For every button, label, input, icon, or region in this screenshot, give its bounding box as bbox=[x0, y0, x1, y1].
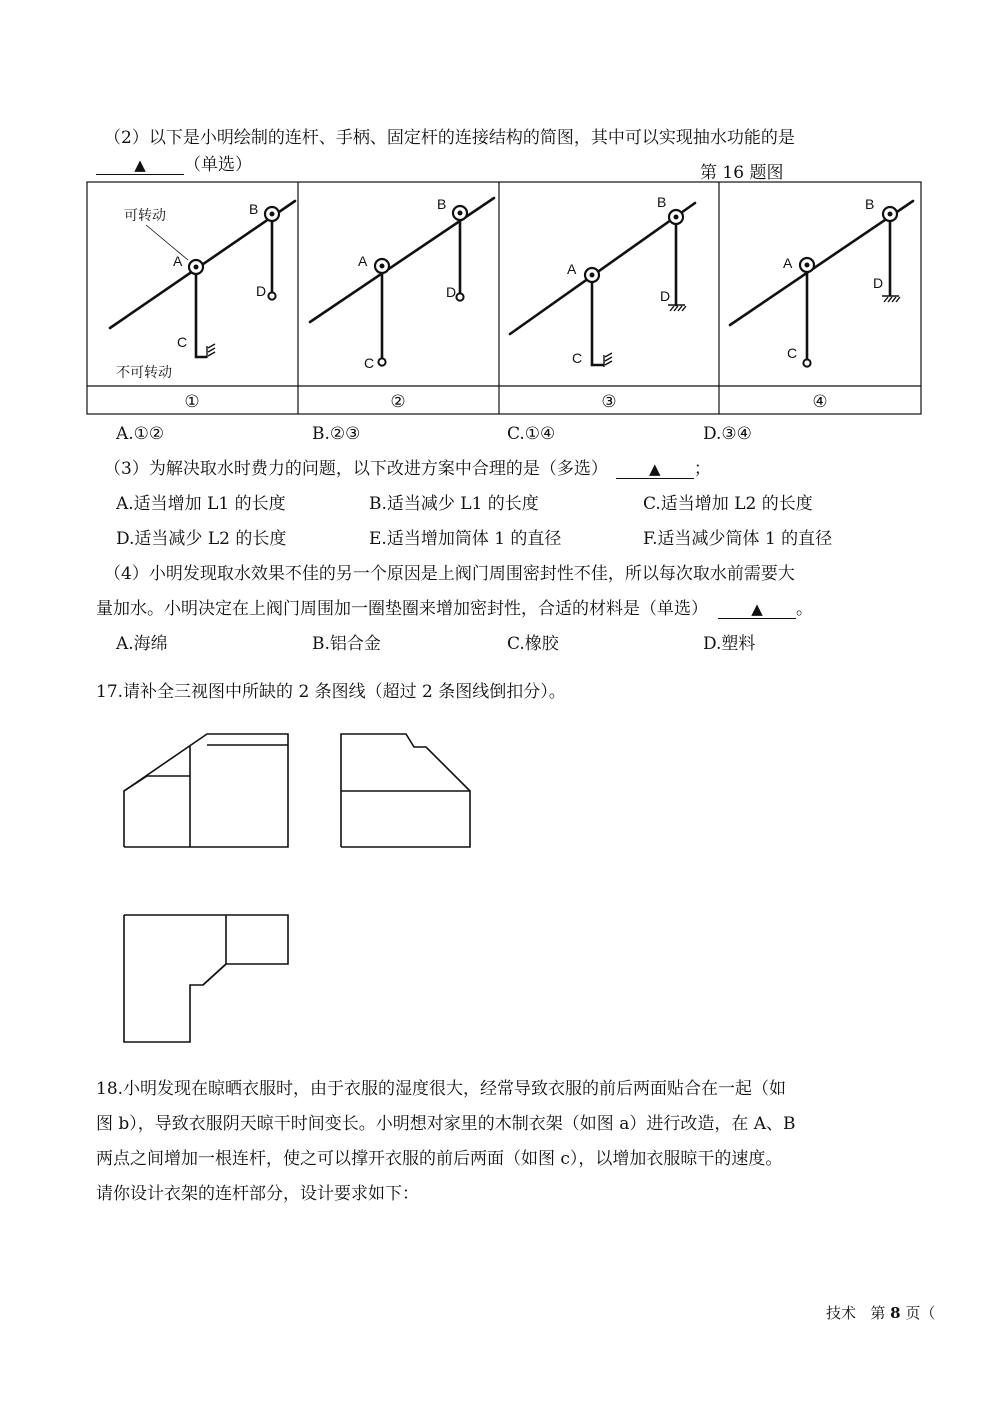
q16-4-option-d[interactable]: D.塑料 bbox=[703, 634, 756, 654]
q16-3-option-e[interactable]: E.适当增加筒体 1 的直径 bbox=[369, 529, 562, 549]
q16-4-line1: （4）小明发现取水效果不佳的另一个原因是上阀门周围密封性不佳，所以每次取水前需要大 bbox=[104, 564, 795, 584]
page-footer bbox=[826, 1302, 935, 1324]
label-d-3: D bbox=[660, 288, 671, 304]
q16-3-option-a[interactable]: A.适当增加 L1 的长度 bbox=[116, 494, 286, 514]
panel-label-1: ① bbox=[184, 392, 200, 411]
annot-fixed: 不可转动 bbox=[116, 364, 172, 380]
q16-3-option-c[interactable]: C.适当增加 L2 的长度 bbox=[643, 494, 813, 514]
answer-triangle-icon: ▲ bbox=[751, 600, 763, 618]
label-c-2: C bbox=[364, 355, 375, 371]
footer-page-suffix: 页（ bbox=[905, 1304, 936, 1322]
three-view-drawing bbox=[0, 720, 992, 1050]
q16-4-line2: 量加水。小明决定在上阀门周围加一圈垫圈来增加密封性，合适的材料是（单选） bbox=[96, 599, 708, 619]
q17-stem: 17.请补全三视图中所缺的 2 条图线（超过 2 条图线倒扣分）。 bbox=[96, 682, 566, 702]
q18-line-2: 图 b），导致衣服阴天晾干时间变长。小明想对家里的木制衣架（如图 a）进行改造，在 A、B bbox=[96, 1114, 796, 1134]
q16-4-line2-wrap bbox=[96, 598, 813, 620]
label-d-1: D bbox=[256, 283, 267, 299]
q16-3-option-f[interactable]: F.适当减少筒体 1 的直径 bbox=[643, 529, 833, 549]
figure-caption: 第 16 题图 bbox=[700, 163, 784, 183]
label-d-2: D bbox=[446, 284, 457, 300]
footer-page-prefix: 第 bbox=[870, 1304, 886, 1322]
q18-line-1: 18.小明发现在晾晒衣服时，由于衣服的湿度很大，经常导致衣服的前后两面贴合在一起（如 bbox=[96, 1079, 787, 1099]
q16-4-tail: 。 bbox=[796, 599, 813, 619]
joint-icons bbox=[189, 206, 897, 367]
answer-blank[interactable] bbox=[718, 600, 796, 619]
q16-2-note: （单选） bbox=[184, 155, 252, 175]
footer-subject: 技术 bbox=[826, 1304, 857, 1322]
q16-2-option-b[interactable]: B.②③ bbox=[312, 424, 361, 444]
q16-3-stem-line bbox=[104, 458, 711, 480]
label-a-2: A bbox=[358, 253, 368, 269]
q16-3-tail: ； bbox=[693, 459, 711, 479]
label-b-3: B bbox=[657, 194, 667, 210]
q16-3-option-b[interactable]: B.适当减少 L1 的长度 bbox=[369, 494, 539, 514]
label-a-4: A bbox=[783, 255, 793, 271]
q16-2-option-a[interactable]: A.①② bbox=[116, 424, 165, 444]
q16-4-option-a[interactable]: A.海绵 bbox=[116, 634, 168, 654]
panel-label-4: ④ bbox=[812, 392, 828, 411]
q16-4-option-c[interactable]: C.橡胶 bbox=[507, 634, 559, 654]
annot-rotatable: 可转动 bbox=[124, 207, 166, 223]
label-b-1: B bbox=[249, 201, 259, 217]
side-view bbox=[341, 734, 470, 847]
top-view bbox=[124, 915, 288, 1042]
label-c-4: C bbox=[787, 345, 798, 361]
linkage-diagram-table bbox=[0, 0, 992, 430]
label-c-1: C bbox=[177, 334, 188, 350]
panel-label-3: ③ bbox=[601, 392, 617, 411]
label-a-1: A bbox=[173, 253, 183, 269]
label-d-4: D bbox=[873, 275, 884, 291]
q16-2-stem: （2）以下是小明绘制的连杆、手柄、固定杆的连接结构的简图，其中可以实现抽水功能的是 bbox=[104, 128, 795, 148]
front-view bbox=[124, 734, 288, 847]
q18-line-4: 请你设计衣架的连杆部分，设计要求如下： bbox=[96, 1184, 419, 1204]
q16-4-option-b[interactable]: B.铝合金 bbox=[312, 634, 381, 654]
answer-triangle-icon: ▲ bbox=[134, 156, 146, 174]
q18-line-3: 两点之间增加一根连杆，使之可以撑开衣服的前后两面（如图 c），以增加衣服晾干的速度。 bbox=[96, 1149, 783, 1169]
label-b-4: B bbox=[865, 196, 875, 212]
label-b-2: B bbox=[437, 196, 447, 212]
q16-2-option-c[interactable]: C.①④ bbox=[507, 424, 556, 444]
panel-label-2: ② bbox=[390, 392, 406, 411]
label-a-3: A bbox=[567, 261, 577, 277]
q16-2-option-d[interactable]: D.③④ bbox=[703, 424, 752, 444]
label-c-3: C bbox=[572, 350, 583, 366]
q16-3-stem: （3）为解决取水时费力的问题，以下改进方案中合理的是（多选） bbox=[104, 459, 608, 479]
answer-triangle-icon: ▲ bbox=[649, 460, 661, 478]
q16-3-option-d[interactable]: D.适当减少 L2 的长度 bbox=[116, 529, 287, 549]
answer-blank[interactable] bbox=[616, 460, 694, 479]
footer-page-number: 8 bbox=[890, 1304, 901, 1322]
